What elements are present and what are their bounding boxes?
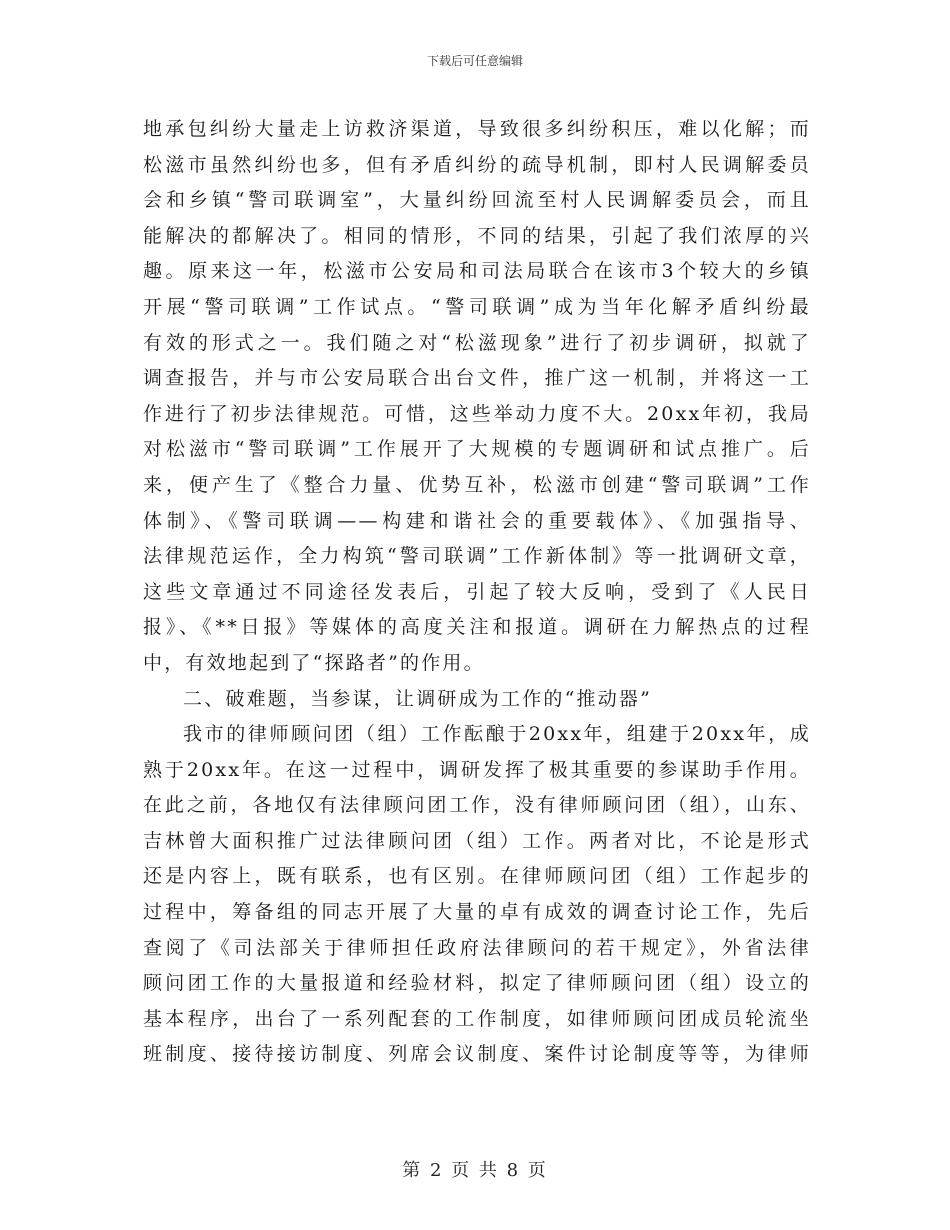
text-line: 顾问团工作的大量报道和经验材料，拟定了律师顾问团（组）设立的 xyxy=(143,972,811,995)
text-line: 吉林曾大面积推广过法律顾问团（组）工作。两者对比，不论是形式 xyxy=(143,829,811,852)
text-line: 有效的形式之一。我们随之对“松滋现象”进行了初步调研，拟就了 xyxy=(143,331,811,354)
text-line: 班制度、接待接访制度、列席会议制度、案件讨论制度等等，为律师 xyxy=(143,1043,811,1066)
text-line: 法律规范运作，全力构筑“警司联调”工作新体制》等一批调研文章， xyxy=(143,545,811,568)
text-line: 还是内容上，既有联系，也有区别。在律师顾问团（组）工作起步的 xyxy=(143,865,811,888)
text-line: 这些文章通过不同途径发表后，引起了较大反响，受到了《人民日 xyxy=(143,580,811,603)
text-line: 来，便产生了《整合力量、优势互补，松滋市创建“警司联调”工作 xyxy=(143,473,811,496)
text-line: 在此之前，各地仅有法律顾问团工作，没有律师顾问团（组），山东、 xyxy=(143,794,811,817)
document-body xyxy=(143,112,811,1073)
section-heading: 二、破难题，当参谋，让调研成为工作的“推动器” xyxy=(183,687,653,710)
text-line: 熟于20xx年。在这一过程中，调研发挥了极其重要的参谋助手作用。 xyxy=(143,758,811,781)
text-line: 松滋市虽然纠纷也多，但有矛盾纠纷的疏导机制，即村人民调解委员 xyxy=(143,153,811,176)
text-line: 地承包纠纷大量走上访救济渠道，导致很多纠纷积压，难以化解；而 xyxy=(143,118,811,140)
text-line: 基本程序，出台了一系列配套的工作制度，如律师顾问团成员轮流坐 xyxy=(143,1007,811,1030)
page-footer: 第 2 页 共 8 页 xyxy=(402,1160,548,1181)
text-line: 对松滋市“警司联调”工作展开了大规模的专题调研和试点推广。后 xyxy=(143,438,811,461)
text-line: 开展“警司联调”工作试点。“警司联调”成为当年化解矛盾纠纷最 xyxy=(143,295,811,318)
text-line: 中，有效地起到了“探路者”的作用。 xyxy=(143,651,485,674)
text-line: 会和乡镇“警司联调室”，大量纠纷回流至村人民调解委员会，而且 xyxy=(143,189,811,212)
text-line: 报》、《**日报》等媒体的高度关注和报道。调研在力解热点的过程 xyxy=(143,616,811,639)
page-header: 下载后可任意编辑 xyxy=(426,54,523,68)
text-line: 作进行了初步法律规范。可惜，这些举动力度不大。20xx年初，我局 xyxy=(143,402,811,425)
text-line: 能解决的都解决了。相同的情形，不同的结果，引起了我们浓厚的兴 xyxy=(143,224,811,247)
text-line: 趣。原来这一年，松滋市公安局和司法局联合在该市3个较大的乡镇 xyxy=(143,260,811,283)
text-line: 体制》、《警司联调——构建和谐社会的重要载体》、《加强指导、 xyxy=(143,509,811,532)
text-line: 过程中，筹备组的同志开展了大量的卓有成效的调查讨论工作，先后 xyxy=(143,901,811,924)
text-line: 我市的律师顾问团（组）工作酝酿于20xx年，组建于20xx年，成 xyxy=(183,723,811,746)
text-line: 调查报告，并与市公安局联合出台文件，推广这一机制，并将这一工 xyxy=(143,367,811,390)
text-line: 查阅了《司法部关于律师担任政府法律顾问的若干规定》，外省法律 xyxy=(143,936,811,959)
